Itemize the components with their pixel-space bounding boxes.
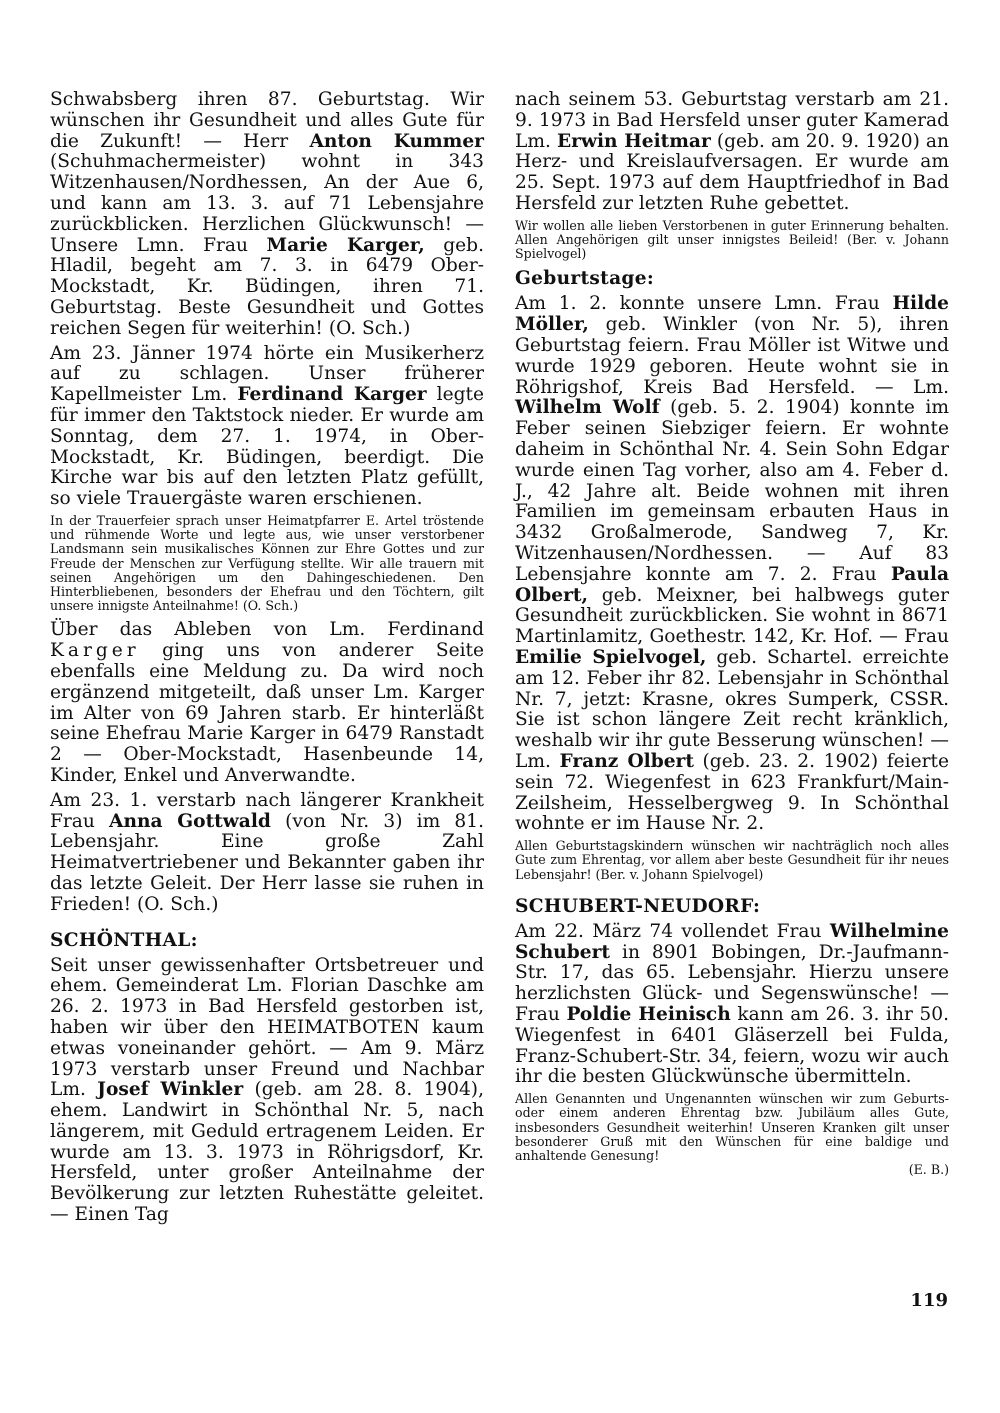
name-ferdinand-karger: Ferdinand Karger bbox=[237, 384, 427, 406]
paragraph-karger-addendum: Über das Ableben von Lm. Ferdinand Karger ging uns von anderer Seite ebenfalls eine Meldung zu. Da wird noch ergänzend mitgeteilt, daß unser Lm. Karger im Alter von 69 Jahren starb. Er hinterläßt seine Ehefrau Marie Karger in 6479 Ranstadt 2 — Ober-Mockstadt, Hasenbeunde 14, Kinder, Enkel und Anverwandte. bbox=[50, 619, 484, 786]
signature-eb: (E. B.) bbox=[908, 1162, 949, 1178]
left-column bbox=[50, 90, 484, 1230]
paragraph-obituary-ferdinand-karger: Am 23. Jänner 1974 hörte ein Musikerherz auf zu schlagen. Unser früherer Kapellmeister Lm. Ferdinand Karger legte für immer den Taktstock nieder. Er wurde am Sonntag, dem 27. 1. 1974, in Ober-Mockstadt, Kr. Büdingen, beerdigt. Die Kirche war bis auf den letzten Platz gefüllt, so viele Trauergäste waren erschienen. bbox=[50, 342, 484, 510]
note-condolences: Wir wollen alle lieben Verstorbenen in guter Erinnerung behalten. Allen Angehörigen gilt unser innigstes Beileid! (Ber. v. Johann Spielvogel) bbox=[515, 217, 949, 262]
name-emilie-spielvogel: Emilie Spielvogel, bbox=[515, 646, 707, 668]
note-funeral-service: In der Trauerfeier sprach unser Heimatpfarrer E. Artel tröstende und rühmende Worte und legte aus, wie unser verstorbener Landsmann sein musikalisches Können zur Ehre Gottes und zur Freude der Menschen zur Verfügung stellte. Wir alle trauern mit seinen Angehörigen um den Dahingeschiedenen. Den Hinterbliebenen, besonders der Ehefrau und den Töchtern, gilt unsere innigste Anteilnahme! (O. Sch.) bbox=[50, 512, 484, 614]
name-anna-gottwald: Anna Gottwald bbox=[109, 810, 271, 832]
name-karger-spaced: Karger bbox=[50, 640, 140, 662]
page-number: 119 bbox=[910, 1290, 948, 1311]
paragraph-birthdays-schubert-neudorf: Am 22. März 74 vollendet Frau Wilhelmine Schubert in 8901 Bobingen, Dr.-Jaufmann-Str. 17, das 65. Lebensjahr. Hierzu unsere herzlichsten Glück- und Segenswünsche! — Frau Poldie Heinisch kann am 26. 3. ihr 50. Wiegenfest in 6401 Gläserzell bei Fulda, Franz-Schubert-Str. 34, feiern, wozu wir auch ihr die besten Glückwünsche übermitteln. bbox=[515, 920, 949, 1088]
paragraph-obituary-erwin-heitmar: nach seinem 53. Geburtstag verstarb am 21. 9. 1973 in Bad Hersfeld unser guter Kamerad Lm. Erwin Heitmar (geb. am 20. 9. 1920) an Herz- und Kreislaufversagen. Er wurde am 25. Sept. 1973 auf dem Hauptfriedhof in Bad Hersfeld zur letzten Ruhe gebettet. bbox=[515, 89, 949, 214]
paragraph-obituary-anna-gottwald: Am 23. 1. verstarb nach längerer Krankheit Frau Anna Gottwald (von Nr. 3) im 81. Lebensjahr. Eine große Zahl Heimatvertriebener und Bekannter gaben ihr das letzte Geleit. Der Herr lasse sie ruhen in Frieden! (O. Sch.) bbox=[50, 789, 485, 915]
name-anton-kummer: Anton Kummer bbox=[309, 130, 484, 152]
note-birthday-wishes: Allen Geburtstagskindern wünschen wir nachträglich noch alles Gute zum Ehrentag, vor allem aber beste Gesundheit für ihr neues Lebensjahr! (Ber. v. Johann Spielvogel) bbox=[515, 838, 949, 882]
note-general-wishes: Allen Genannten und Ungenannten wünschen wir zum Geburts- oder einem anderen Ehrentag bzw. Jubiläum alles Gute, insbesonders Gesundheit weiterhin! Unseren Kranken gilt unser besonderer Gruß mit den Wünschen für eine baldige und anhaltende Genesung! bbox=[515, 1091, 949, 1163]
name-franz-olbert: Franz Olbert bbox=[559, 750, 694, 772]
paragraph-birthdays-kummer-karger: Schwabsberg ihren 87. Geburtstag. Wir wünschen ihr Gesundheit und alles Gute für die Zukunft! — Herr Anton Kummer (Schuhmachermeister) wohnt in 343 Witzenhausen/Nordhessen, An der Aue 6, und kann am 13. 3. auf 71 Lebensjahre zurückblicken. Herzlichen Glückwunsch! — Unsere Lmn. Frau Marie Karger, geb. Hladil, begeht am 7. 3. in 6479 Ober-Mockstadt, Kr. Büdingen, ihren 71. Geburtstag. Beste Gesundheit und Gottes reichen Segen für weiterhin! (O. Sch.) bbox=[50, 89, 484, 339]
name-paula-olbert: Paula Olbert, bbox=[515, 563, 949, 606]
right-column bbox=[515, 90, 949, 1184]
section-heading-schoenthal: SCHÖNTHAL: bbox=[50, 929, 198, 951]
name-josef-winkler: Josef Winkler bbox=[97, 1079, 244, 1101]
name-erwin-heitmar: Erwin Heitmar bbox=[556, 130, 711, 152]
name-hilde-moeller: Hilde Möller, bbox=[515, 293, 949, 336]
section-heading-schubert-neudorf: SCHUBERT-NEUDORF: bbox=[515, 895, 761, 917]
section-heading-geburtstage: Geburtstage: bbox=[515, 268, 655, 290]
paragraph-schoenthal-obituaries: Seit unser gewissenhafter Ortsbetreuer und ehem. Gemeinderat Lm. Florian Daschke am 26. 2. 1973 in Bad Hersfeld gestorben ist, haben wir über den HEIMATBOTEN kaum etwas voneinander gehört. — Am 9. März 1973 verstarb unser Freund und Nachbar Lm. Josef Winkler (geb. am 28. 8. 1904), ehem. Landwirt in Schönthal Nr. 5, nach längerem, mit Geduld ertragenem Leiden. Er wurde am 13. 3. 1973 in Röhrigsdorf, Kr. Hersfeld, unter großer Anteilnahme der Bevölkerung zur letzten Ruhestätte geleitet. — Einen Tag bbox=[50, 954, 484, 1226]
name-wilhelm-wolf: Wilhelm Wolf bbox=[515, 397, 660, 419]
name-poldie-heinisch: Poldie Heinisch bbox=[566, 1003, 731, 1025]
name-marie-karger: Marie Karger, bbox=[266, 234, 425, 256]
name-wilhelmine-schubert: Wilhelmine Schubert bbox=[515, 920, 949, 963]
paragraph-birthdays-schoenthal: Am 1. 2. konnte unsere Lmn. Frau Hilde Möller, geb. Winkler (von Nr. 5), ihren Geburtstag feiern. Frau Möller ist Witwe und wurde 1929 geboren. Heute wohnt sie in Röhrigshof, Kreis Bad Hersfeld. — Lm. Wilhelm Wolf (geb. 5. 2. 1904) konnte im Feber seinen Siebziger feiern. Er wohnte daheim in Schönthal Nr. 4. Sein Sohn Edgar wurde einen Tag vorher, also am 4. Feber d. J., 42 Jahre alt. Beide wohnen mit ihren Familien im gemeinsam erbauten Haus in 3432 Großalmerode, Sandweg 7, Kr. Witzenhausen/Nordhessen. — Auf 83 Lebensjahre konnte am 7. 2. Frau Paula Olbert, geb. Meixner, bei halbwegs guter Gesundheit zurückblicken. Sie wohnt in 8671 Martinlamitz, Goethestr. 142, Kr. Hof. — Frau Emilie Spielvogel, geb. Schartel. erreichte am 12. Feber ihr 82. Lebensjahr in Schönthal Nr. 7, jetzt: Krasne, okres Sumperk, CSSR. Sie ist schon längere Zeit recht kränklich, weshalb wir ihr gute Besserung wünschen! — Lm. Franz Olbert (geb. 23. 2. 1902) feierte sein 72. Wiegenfest in 623 Frankfurt/Main-Zeilsheim, Hesselbergweg 9. In Schönthal wohnte er im Hause Nr. 2. bbox=[515, 293, 949, 835]
